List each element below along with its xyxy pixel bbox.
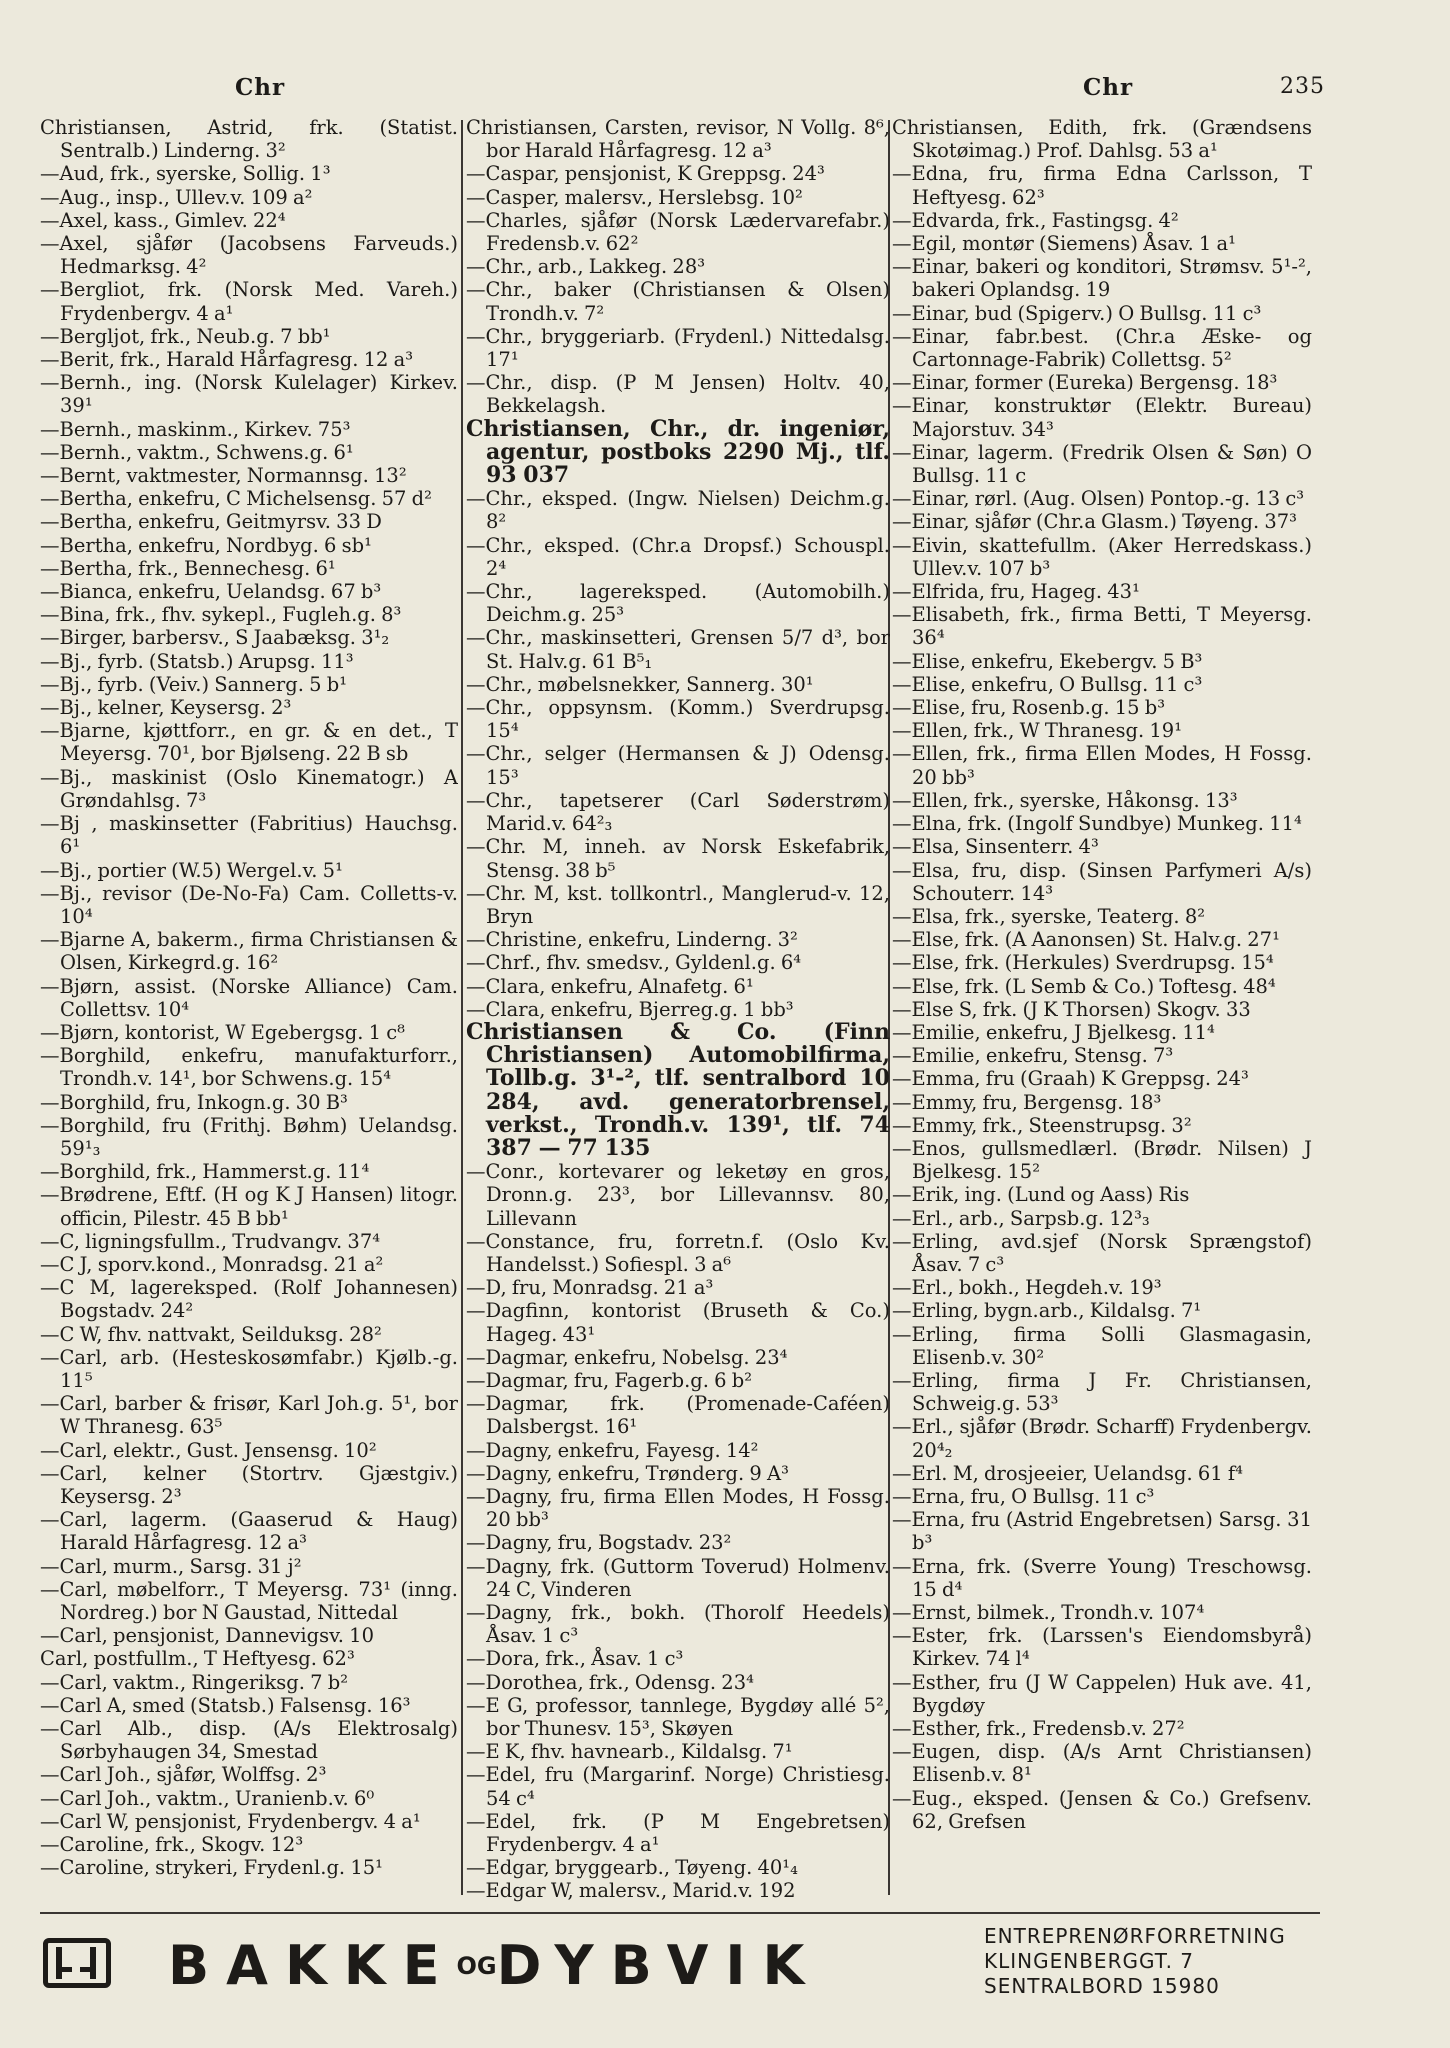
directory-entry: —Carl, barber & frisør, Karl Joh.g. 5¹, bor W Thranesg. 63⁵ (40, 1392, 458, 1439)
directory-entry: —Elna, frk. (Ingolf Sundbye) Munkeg. 11⁴ (892, 812, 1302, 836)
directory-entry: —Carl, lagerm. (Gaaserud & Haug) Harald Hårfagresg. 12 a³ (40, 1508, 458, 1555)
directory-entry: —Dagny, frk., bokh. (Thorolf Heedels) Åsav. 1 c³ (466, 1601, 890, 1648)
directory-entry: —Bina, frk., fhv. sykepl., Fugleh.g. 8³ (40, 603, 402, 627)
directory-entry: —Carl A, smed (Statsb.) Falsensg. 16³ (40, 1693, 411, 1717)
directory-entry: —Bj., fyrb. (Veiv.) Sannerg. 5 b¹ (40, 672, 348, 696)
directory-entry: —Esther, frk., Fredensb.v. 27² (892, 1717, 1185, 1741)
directory-entry: —Edel, fru (Margarinf. Norge) Christiesg. 54 c⁴ (466, 1763, 890, 1810)
directory-entry: —Axel, sjåfør (Jacobsens Farveuds.) Hedmarksg. 4² (40, 232, 458, 279)
column-2 (466, 116, 890, 1903)
directory-entry: —Erna, fru, O Bullsg. 11 c³ (892, 1484, 1155, 1508)
brand-left: BAKKE (168, 1934, 457, 1997)
directory-entry: —Eugen, disp. (A/s Arnt Christiansen) Elisenb.v. 8¹ (892, 1740, 1312, 1787)
directory-entry: —C J, sporv.kond., Monradsg. 21 a² (40, 1252, 384, 1276)
directory-entry: —Constance, fru, forretn.f. (Oslo Kv. Handelsst.) Sofiespl. 3 a⁶ (466, 1229, 890, 1276)
directory-entry: —Dagfinn, kontorist (Bruseth & Co.) Hageg. 43¹ (466, 1299, 890, 1346)
directory-entry: —Erling, bygn.arb., Kildalsg. 7¹ (892, 1299, 1202, 1323)
directory-entry: —Bjarne A, bakerm., firma Christiansen & Olsen, Kirkegrd.g. 16² (40, 928, 458, 975)
directory-entry: —Chr., bryggeriarb. (Frydenl.) Nittedalsg. 17¹ (466, 324, 890, 372)
directory-entry: —Else, frk. (A Aanonsen) St. Halv.g. 27¹ (892, 928, 1280, 952)
directory-entry: —Bertha, enkefru, Nordbyg. 6 sb¹ (40, 533, 372, 557)
directory-entry: —Casper, malersv., Herslebsg. 10² (466, 185, 803, 209)
directory-entry: Carl, postfullm., T Heftyesg. 62³ (40, 1647, 355, 1671)
directory-entry: —Erl. M, drosjeeier, Uelandsg. 61 f⁴ (892, 1461, 1243, 1485)
directory-entry: —Elsa, Sinsenterr. 4³ (892, 835, 1099, 859)
ad-line-2: KLINGENBERGGT. 7 (984, 1949, 1195, 1973)
directory-entry: —Carl, pensjonist, Dannevigsv. 10 (40, 1624, 374, 1648)
directory-entry: —Else, frk. (Herkules) Sverdrupsg. 15⁴ (892, 951, 1274, 975)
ad-line-1: ENTREPRENØRFORRETNING (984, 1924, 1286, 1948)
directory-entry: —Emilie, enkefru, Stensg. 7³ (892, 1044, 1174, 1068)
directory-entry: —Bergljot, frk., Neub.g. 7 bb¹ (40, 324, 331, 348)
directory-entry: —Dagny, frk. (Guttorm Toverud) Holmenv. 24 C, Vinderen (466, 1554, 890, 1601)
directory-entry: —Eug., eksped. (Jensen & Co.) Grefsenv. 62, Grefsen (892, 1786, 1312, 1833)
directory-entry: —Carl, elektr., Gust. Jensensg. 10² (40, 1438, 377, 1462)
directory-entry: —Borghild, frk., Hammerst.g. 11⁴ (40, 1160, 370, 1184)
directory-entry: —Dagny, enkefru, Trønderg. 9 A³ (466, 1461, 789, 1485)
directory-entry: —Elise, enkefru, Ekebergv. 5 B³ (892, 649, 1203, 673)
directory-entry: —Bertha, enkefru, Geitmyrsv. 33 D (40, 510, 382, 534)
directory-entry: —Einar, konstruktør (Elektr. Bureau) Majorstuv. 34³ (892, 394, 1312, 441)
directory-entry: Christiansen, Carsten, revisor, N Vollg. 8⁶, bor Harald Hårfagresg. 12 a³ (466, 116, 890, 163)
directory-entry: —C W, fhv. nattvakt, Seilduksg. 28² (40, 1322, 382, 1346)
directory-entry: —Erling, firma J Fr. Christiansen, Schweig.g. 53³ (892, 1368, 1312, 1416)
directory-entry: —Ellen, frk., W Thranesg. 19¹ (892, 719, 1183, 743)
directory-entry: —Einar, bud (Spigerv.) O Bullsg. 11 c³ (892, 301, 1262, 325)
directory-entry: —Else S, frk. (J K Thorsen) Skogv. 33 (892, 997, 1251, 1021)
directory-entry: —Enos, gullsmedlærl. (Brødr. Nilsen) J Bjelkesg. 15² (892, 1136, 1312, 1184)
directory-entry: —Einar, sjåfør (Chr.a Glasm.) Tøyeng. 37³ (892, 510, 1297, 534)
directory-entry: —Dagmar, enkefru, Nobelsg. 23⁴ (466, 1345, 788, 1369)
directory-entry: —Elsa, frk., syerske, Teaterg. 8² (892, 904, 1206, 928)
directory-entry: —Chr., maskinsetteri, Grensen 5/7 d³, bor St. Halv.g. 61 B⁵₁ (466, 626, 890, 673)
directory-entry: —E K, fhv. havnearb., Kildalsg. 7¹ (466, 1740, 793, 1764)
directory-entry: —Bjørn, assist. (Norske Alliance) Cam. Collettsv. 10⁴ (40, 974, 458, 1021)
directory-entry: —Elsa, fru, disp. (Sinsen Parfymeri A/s) Schouterr. 14³ (892, 858, 1312, 905)
directory-entry: —Bianca, enkefru, Uelandsg. 67 b³ (40, 580, 382, 604)
directory-entry: —Bjørn, kontorist, W Egebergsg. 1 c⁸ (40, 1020, 405, 1044)
directory-entry: —Bj., portier (W.5) Wergel.v. 5¹ (40, 858, 343, 882)
directory-entry: —Brødrene, Eftf. (H og K J Hansen) litogr. officin, Pilestr. 45 B bb¹ (40, 1183, 458, 1230)
directory-entry: —Borghild, fru (Frithj. Bøhm) Uelandsg. 59¹₃ (40, 1113, 458, 1160)
directory-entry: —Chr., eksped. (Chr.a Dropsf.) Schouspl. 2⁴ (466, 533, 890, 580)
directory-entry: —Carl Joh., sjåfør, Wolffsg. 2³ (40, 1763, 327, 1787)
directory-entry: —Emilie, enkefru, J Bjelkesg. 11⁴ (892, 1020, 1215, 1044)
directory-entry: —Borghild, fru, Inkogn.g. 30 B³ (40, 1090, 348, 1114)
directory-entry: —Bertha, frk., Bennechesg. 6¹ (40, 556, 336, 580)
directory-entry: —Edgar W, malersv., Marid.v. 192 (466, 1879, 796, 1903)
directory-entry: —Dagmar, fru, Fagerb.g. 6 b² (466, 1368, 753, 1392)
advertiser-address (984, 1924, 1324, 1999)
directory-entry: —Ellen, frk., firma Ellen Modes, H Fossg. 20 bb³ (892, 742, 1312, 789)
directory-entry: —Clara, enkefru, Bjerreg.g. 1 bb³ (466, 997, 794, 1021)
directory-entry: —Chrf., fhv. smedsv., Gyldenl.g. 6⁴ (466, 951, 802, 975)
directory-entry: —Dagny, fru, Bogstadv. 23² (466, 1531, 732, 1555)
directory-entry: —D, fru, Monradsg. 21 a³ (466, 1276, 714, 1300)
directory-entry: —Egil, montør (Siemens) Åsav. 1 a¹ (892, 232, 1236, 256)
directory-entry: —Bj., revisor (De-No-Fa) Cam. Colletts-v. 10⁴ (40, 881, 458, 928)
header-right-guide-word: Chr (1083, 74, 1134, 101)
directory-entry: —Christine, enkefru, Linderng. 3² (466, 928, 798, 952)
directory-entry: —Carl Joh., vaktm., Uranienb.v. 6⁰ (40, 1786, 375, 1810)
directory-entry: —Bertha, enkefru, C Michelsensg. 57 d² (40, 487, 432, 511)
directory-columns (40, 116, 1312, 1903)
column-1 (40, 116, 458, 1879)
directory-entry: —Erl., sjåfør (Brødr. Scharff) Frydenbergv. 20⁴₂ (892, 1415, 1312, 1462)
directory-entry: —Dagny, enkefru, Fayesg. 14² (466, 1438, 759, 1462)
directory-entry: —Esther, fru (J W Cappelen) Huk ave. 41, Bygdøy (892, 1670, 1312, 1717)
directory-entry: —Chr. M, inneh. av Norsk Eskefabrik, Stensg. 38 b⁵ (466, 835, 890, 882)
directory-entry: —Erling, avd.sjef (Norsk Sprængstof) Åsav. 7 c³ (892, 1229, 1312, 1276)
directory-entry: —Erl., arb., Sarpsb.g. 12³₃ (892, 1206, 1150, 1230)
directory-entry: —Edvarda, frk., Fastingsg. 4² (892, 208, 1179, 232)
directory-entry: —Chr., oppsynsm. (Komm.) Sverdrupsg. 15⁴ (466, 696, 890, 743)
directory-entry: —Bj., maskinist (Oslo Kinematogr.) A Grøndahlsg. 7³ (40, 765, 458, 812)
directory-entry: —Chr., selger (Hermansen & J) Odensg. 15³ (466, 742, 890, 789)
header-left-guide-word: Chr (235, 74, 286, 101)
directory-entry: —Erna, frk. (Sverre Young) Treschowsg. 15 d⁴ (892, 1554, 1312, 1601)
directory-entry: —Chr. M, kst. tollkontrl., Manglerud-v. 12, Bryn (466, 881, 890, 928)
directory-entry: —Elise, enkefru, O Bullsg. 11 c³ (892, 672, 1203, 696)
advertisement (40, 1912, 1320, 2014)
directory-entry: —Elisabeth, frk., firma Betti, T Meyersg. 36⁴ (892, 603, 1312, 650)
directory-entry: —Aud, frk., syerske, Sollig. 1³ (40, 162, 331, 186)
directory-entry: —Bernt, vaktmester, Normannsg. 13² (40, 464, 407, 488)
brand-right: DYBVIK (496, 1934, 822, 1997)
bd-monogram-icon (43, 1938, 111, 1988)
directory-entry: —Aug., insp., Ullev.v. 109 a² (40, 185, 313, 209)
directory-entry: —Conr., kortevarer og leketøy en gros, Dronn.g. 23³, bor Lillevannsv. 80, Lillevann (466, 1160, 890, 1230)
directory-entry: —Dora, frk., Åsav. 1 c³ (466, 1647, 684, 1671)
directory-entry: —Edna, fru, firma Edna Carlsson, T Heftyesg. 62³ (892, 162, 1312, 209)
directory-entry: —Caroline, frk., Skogv. 12³ (40, 1833, 304, 1857)
directory-entry: —Bj., fyrb. (Statsb.) Arupsg. 11³ (40, 649, 354, 673)
directory-entry: —Clara, enkefru, Alnafetg. 6¹ (466, 974, 754, 998)
directory-entry: —Dagmar, frk. (Promenade-Caféen) Dalsbergst. 16¹ (466, 1392, 890, 1439)
directory-entry: —C, ligningsfullm., Trudvangv. 37⁴ (40, 1229, 381, 1253)
directory-entry: —Elfrida, fru, Hageg. 43¹ (892, 580, 1140, 604)
directory-entry: —Dagny, fru, firma Ellen Modes, H Fossg. 20 bb³ (466, 1484, 890, 1532)
directory-entry: —Edel, frk. (P M Engebretsen) Frydenbergv. 4 a¹ (466, 1809, 890, 1857)
directory-entry: —Chr., møbelsnekker, Sannerg. 30¹ (466, 672, 814, 696)
directory-entry: —Caroline, strykeri, Frydenl.g. 15¹ (40, 1856, 383, 1880)
directory-entry: —Chr., lagereksped. (Automobilh.) Deichm.g. 25³ (466, 580, 890, 627)
directory-entry: —Carl, murm., Sarsg. 31 j² (40, 1554, 302, 1578)
directory-entry: —Einar, rørl. (Aug. Olsen) Pontop.-g. 13 c³ (892, 487, 1305, 511)
directory-entry: —Charles, sjåfør (Norsk Lædervarefabr.) Fredensb.v. 62² (466, 208, 890, 256)
directory-entry: —Edgar, bryggearb., Tøyeng. 40¹₄ (466, 1856, 798, 1880)
directory-entry: —Einar, former (Eureka) Bergensg. 18³ (892, 371, 1278, 395)
directory-entry: —Bernh., maskinm., Kirkev. 75³ (40, 417, 351, 441)
directory-entry: —Bj., kelner, Keysersg. 2³ (40, 696, 292, 720)
directory-entry: —Ester, frk. (Larssen's Eiendomsbyrå) Kirkev. 74 l⁴ (892, 1624, 1312, 1671)
directory-entry: —Dorothea, frk., Odensg. 23⁴ (466, 1670, 754, 1694)
ad-line-3: SENTRALBORD 15980 (984, 1974, 1220, 1998)
directory-entry: —Chr., tapetserer (Carl Søderstrøm) Marid.v. 64²₃ (466, 788, 890, 836)
directory-entry: —Elise, fru, Rosenb.g. 15 b³ (892, 696, 1166, 720)
directory-entry: —Emmy, fru, Bergensg. 18³ (892, 1090, 1162, 1114)
directory-entry: —Borghild, enkefru, manufakturforr., Trondh.v. 14¹, bor Schwens.g. 15⁴ (40, 1044, 458, 1091)
directory-entry: —Berit, frk., Harald Hårfagresg. 12 a³ (40, 348, 414, 372)
directory-entry: —Chr., disp. (P M Jensen) Holtv. 40, Bekkelagsh. (466, 371, 890, 418)
directory-entry: —Bernh., vaktm., Schwens.g. 6¹ (40, 440, 354, 464)
column-3 (892, 116, 1312, 1833)
directory-entry: —Chr., arb., Lakkeg. 28³ (466, 255, 706, 279)
directory-entry: —Birger, barbersv., S Jaabæksg. 3¹₂ (40, 626, 390, 650)
directory-entry: —Carl, møbelforr., T Meyersg. 73¹ (inng. Nordreg.) bor N Gaustad, Nittedal (40, 1577, 458, 1624)
page-number: 235 (1280, 74, 1325, 99)
directory-entry: —Axel, kass., Gimlev. 22⁴ (40, 208, 286, 232)
directory-entry: —Einar, fabr.best. (Chr.a Æske- og Cartonnage-Fabrik) Collettsg. 5² (892, 324, 1312, 372)
brand-name (168, 1934, 821, 1997)
directory-entry: —C M, lagereksped. (Rolf Johannesen) Bogstadv. 24² (40, 1276, 458, 1323)
directory-entry: Christiansen, Astrid, frk. (Statist. Sentralb.) Linderng. 3² (40, 116, 458, 163)
directory-entry: —Einar, bakeri og konditori, Strømsv. 5¹-², bakeri Oplandsg. 19 (892, 255, 1312, 302)
brand-og: OG (456, 1952, 497, 1980)
directory-entry: Christiansen & Co. (Finn Christiansen) Automobilfirma, Tollb.g. 3¹-², tlf. sentralbord 10 284, avd. generatorbrensel, verkst., Trondh.v. 139¹, tlf. 74 387 — 77 135 (466, 1018, 890, 1161)
directory-entry: Christiansen, Edith, frk. (Grændsens Skotøimag.) Prof. Dahlsg. 53 a¹ (892, 116, 1312, 163)
directory-entry: —Carl, kelner (Stortrv. Gjæstgiv.) Keysersg. 2³ (40, 1461, 458, 1508)
directory-entry: —Carl W, pensjonist, Frydenbergv. 4 a¹ (40, 1809, 421, 1833)
directory-entry: —Bj , maskinsetter (Fabritius) Hauchsg. 6¹ (40, 812, 458, 859)
directory-entry: —Else, frk. (L Semb & Co.) Toftesg. 48⁴ (892, 974, 1276, 998)
directory-entry: Christiansen, Chr., dr. ingeniør, agentur, postboks 2290 Mj., tlf. 93 037 (466, 415, 890, 489)
directory-entry: —Einar, lagerm. (Fredrik Olsen & Søn) O Bullsg. 11 c (892, 440, 1312, 488)
directory-entry: —Ernst, bilmek., Trondh.v. 107⁴ (892, 1601, 1205, 1624)
directory-entry: —Carl, arb. (Hesteskosømfabr.) Kjølb.-g. 11⁵ (40, 1345, 458, 1392)
directory-entry: —Emma, fru (Graah) K Greppsg. 24³ (892, 1067, 1249, 1091)
directory-entry: —Bernh., ing. (Norsk Kulelager) Kirkev. 39¹ (40, 371, 458, 418)
directory-entry: —Emmy, frk., Steenstrupsg. 3² (892, 1113, 1192, 1137)
directory-entry: —Erling, firma Solli Glasmagasin, Elisenb.v. 30² (892, 1322, 1312, 1369)
directory-entry: —Chr., baker (Christiansen & Olsen) Trondh.v. 7² (466, 278, 890, 325)
directory-entry: —Carl Alb., disp. (A/s Elektrosalg) Sørbyhaugen 34, Smestad (40, 1717, 458, 1764)
directory-entry: —E G, professor, tannlege, Bygdøy allé 5², bor Thunesv. 15³, Skøyen (466, 1693, 890, 1741)
directory-entry: —Caspar, pensjonist, K Greppsg. 24³ (466, 162, 825, 186)
directory-entry: —Bergliot, frk. (Norsk Med. Vareh.) Frydenbergv. 4 a¹ (40, 278, 458, 325)
directory-entry: —Ellen, frk., syerske, Håkonsg. 13³ (892, 788, 1238, 812)
directory-entry: —Carl, vaktm., Ringeriksg. 7 b² (40, 1670, 349, 1694)
directory-entry: —Erl., bokh., Hegdeh.v. 19³ (892, 1276, 1162, 1300)
directory-entry: —Erik, ing. (Lund og Aass) Ris (892, 1183, 1190, 1207)
directory-entry: —Bjarne, kjøttforr., en gr. & en det., T Meyersg. 70¹, bor Bjølseng. 22 B sb (40, 719, 458, 766)
directory-entry: —Erna, fru (Astrid Engebretsen) Sarsg. 31 b³ (892, 1508, 1312, 1555)
directory-entry: —Eivin, skattefullm. (Aker Herredskass.) Ullev.v. 107 b³ (892, 533, 1312, 580)
page-header (0, 74, 1450, 114)
directory-entry: —Chr., eksped. (Ingw. Nielsen) Deichm.g. 8² (466, 487, 890, 534)
